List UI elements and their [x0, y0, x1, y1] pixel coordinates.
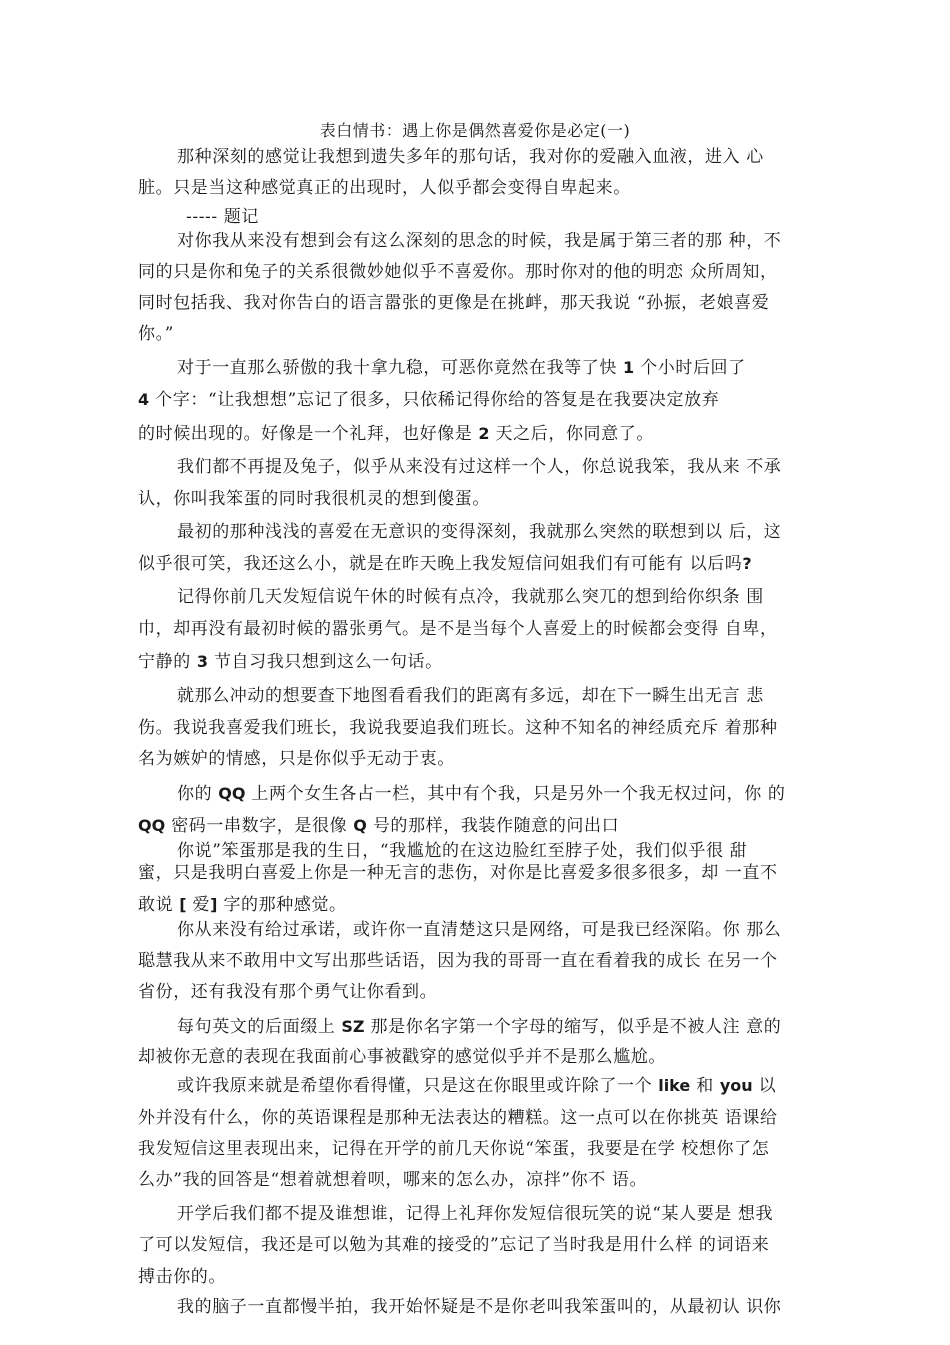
text-run: 每句英文的后面缀上: [177, 1017, 342, 1037]
text-line: [138, 894, 347, 916]
text-run: 以: [752, 1076, 777, 1096]
text-run-latin: ]: [210, 895, 218, 914]
text-run: 那是你名字第一个字母的缩写，似乎是不被人注 意的: [364, 1017, 782, 1037]
text-run-latin: 4: [138, 390, 150, 409]
text-line: [138, 1266, 226, 1288]
text-line: [138, 389, 719, 411]
text-run: 省份，还有我没有那个勇气让你看到。: [138, 982, 438, 1002]
text-run: 爱: [186, 895, 211, 915]
text-run: 和: [690, 1076, 720, 1096]
text-run: 天之后，你同意了。: [489, 424, 654, 444]
text-line: [177, 456, 781, 478]
text-line: [138, 981, 437, 1003]
text-line: [177, 685, 764, 707]
text-run: 字的那种感觉。: [217, 895, 347, 915]
text-run: 对你我从来没有想到会有这么深刻的思念的时候，我是属于第三者的那 种，不: [177, 231, 782, 251]
text-run-latin: SZ: [341, 1017, 365, 1036]
text-run: 对于一直那么骄傲的我十拿九稳，可恶你竟然在我等了快: [177, 358, 624, 378]
text-line: [177, 230, 781, 252]
text-run: 上两个女生各占一栏，其中有个我，只是另外一个我无权过问，你 的: [245, 784, 786, 804]
text-line: [138, 1169, 647, 1191]
text-run-latin: ?: [742, 554, 752, 573]
text-run-latin: Q: [353, 816, 367, 835]
text-run: 你从来没有给过承诺，或许你一直清楚这只是网络，可是我已经深陷。你 那么: [177, 920, 782, 940]
text-line: [177, 1296, 781, 1318]
text-line: [177, 146, 764, 168]
text-line: [177, 840, 747, 862]
text-run-latin: QQ: [218, 784, 246, 803]
text-run: 伤。我说我喜爱我们班长，我说我要追我们班长。这种不知名的神经质充斥 着那种: [138, 718, 778, 738]
text-line: [138, 862, 778, 884]
text-run: 同的只是你和兔子的关系很微妙她似乎不喜爱你。那时你对的他的明恋 众所周知，: [138, 262, 778, 282]
text-run: 敢说: [138, 895, 180, 915]
text-line: [138, 950, 778, 972]
text-run: 个字：“让我想想”忘记了很多，只依稀记得你给的答复是在我要决定放弃: [149, 390, 720, 410]
text-line: [138, 177, 631, 199]
text-line: [138, 717, 778, 739]
text-line: [138, 815, 619, 837]
text-run-latin: you: [719, 1076, 753, 1095]
text-line: [138, 553, 752, 575]
text-run: ----- 题记: [186, 207, 259, 227]
text-run: 么办”我的回答是“想着就想着呗，哪来的怎么办，凉拌”你不 语。: [138, 1170, 648, 1190]
text-run-latin: QQ: [138, 816, 166, 835]
text-line: [177, 586, 764, 608]
text-line: [138, 423, 654, 445]
text-run: 你。”: [138, 324, 174, 344]
text-line: [177, 357, 746, 379]
text-run: 密码一串数字，是很像: [165, 816, 354, 836]
text-run: 名为嫉妒的情感，只是你似乎无动于衷。: [138, 749, 455, 769]
text-run-latin: 1: [623, 358, 635, 377]
text-line: [138, 1046, 666, 1068]
text-run: 你的: [177, 784, 219, 804]
text-run: 或许我原来就是希望你看得懂，只是这在你眼里或许除了一个: [177, 1076, 659, 1096]
text-line: [138, 488, 490, 510]
text-run: 那种深刻的感觉让我想到遗失多年的那句话，我对你的爱融入血液，进入 心: [177, 147, 764, 167]
text-run: 开学后我们都不提及谁想谁，记得上礼拜你发短信很玩笑的说“某人要是 想我: [177, 1204, 774, 1224]
text-run: 个小时后回了: [634, 358, 746, 378]
text-run: 我们都不再提及兔子，似乎从来没有过这样一个人，你总说我笨，我从来 不承: [177, 457, 782, 477]
text-run: 我发短信这里表现出来，记得在开学的前几天你说“笨蛋，我要是在学 校想你了怎: [138, 1139, 770, 1159]
text-run: 巾，却再没有最初时候的嚣张勇气。是不是当每个人喜爱上的时候都会变得 自卑，: [138, 619, 778, 639]
text-run: 记得你前几天发短信说午休的时候有点冷，我就那么突兀的想到给你织条 围: [177, 587, 764, 607]
text-run: 外并没有什么，你的英语课程是那种无法表达的糟糕。这一点可以在你挑英 语课给: [138, 1108, 778, 1128]
text-run: 我的脑子一直都慢半拍，我开始怀疑是不是你老叫我笨蛋叫的，从最初认 识你: [177, 1297, 782, 1317]
text-run: 你说”笨蛋那是我的生日，“我尴尬的在这边脸红至脖子处，我们似乎很 甜: [177, 841, 748, 861]
text-run: 搏击你的。: [138, 1267, 226, 1287]
text-line: [138, 748, 455, 770]
text-run: 脏。只是当这种感觉真正的出现时，人似乎都会变得自卑起来。: [138, 178, 631, 198]
text-line: [138, 1107, 778, 1129]
text-line: [177, 1075, 776, 1097]
text-run-latin: like: [658, 1076, 691, 1095]
text-run-latin: 2: [478, 424, 490, 443]
text-line: [138, 261, 778, 283]
text-run: 蜜，只是我明白喜爱上你是一种无言的悲伤，对你是比喜爱多很多很多，却 一直不: [138, 863, 778, 883]
text-run: 却被你无意的表现在我面前心事被戳穿的感觉似乎并不是那么尴尬。: [138, 1047, 666, 1067]
text-line: [138, 651, 443, 673]
text-run: 同时包括我、我对你告白的语言嚣张的更像是在挑衅，那天我说 “孙振，老娘喜爱: [138, 293, 770, 313]
text-run: 就那么冲动的想要查下地图看看我们的距离有多远，却在下一瞬生出无言 悲: [177, 686, 764, 706]
text-line: [177, 521, 781, 543]
text-run: 号的那样，我装作随意的问出口: [366, 816, 620, 836]
text-run: 聪慧我从来不敢用中文写出那些话语，因为我的哥哥一直在看着我的成长 在另一个: [138, 951, 778, 971]
text-line: [177, 919, 781, 941]
text-line: [177, 783, 785, 805]
text-run-latin: 3: [196, 652, 208, 671]
text-line: [138, 292, 769, 314]
text-line: [138, 323, 174, 345]
text-run: 了可以发短信，我还是可以勉为其难的接受的”忘记了当时我是用什么样 的词语来: [138, 1235, 770, 1255]
document-title: 表白情书：遇上你是偶然喜爱你是必定(一): [319, 121, 631, 140]
text-line: [177, 1016, 781, 1038]
text-line: [138, 1234, 769, 1256]
text-run-latin: [: [179, 895, 187, 914]
text-run: 节自习我只想到这么一句话。: [207, 652, 443, 672]
text-line: [138, 618, 778, 640]
text-run: 的时候出现的。好像是一个礼拜，也好像是: [138, 424, 479, 444]
text-line: [138, 1138, 769, 1160]
text-run: 最初的那种浅浅的喜爱在无意识的变得深刻，我就那么突然的联想到以 后，这: [177, 522, 782, 542]
text-line: [186, 206, 259, 228]
text-run: 认，你叫我笨蛋的同时我很机灵的想到傻蛋。: [138, 489, 490, 509]
text-run: 似乎很可笑，我还这么小，就是在昨天晚上我发短信问姐我们有可能有 以后吗: [138, 554, 743, 574]
text-line: [177, 1203, 773, 1225]
text-run: 宁静的: [138, 652, 197, 672]
